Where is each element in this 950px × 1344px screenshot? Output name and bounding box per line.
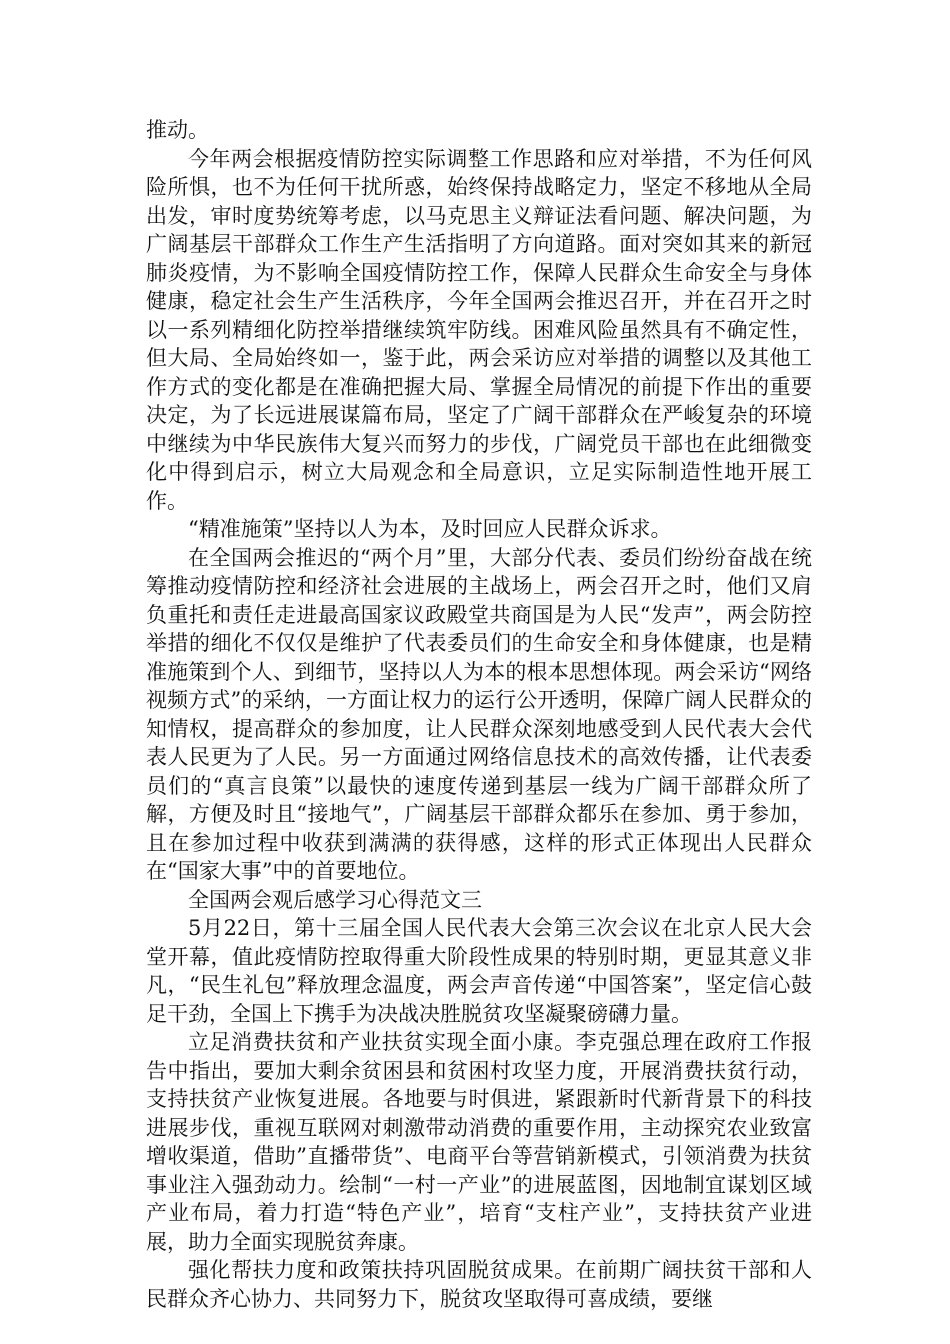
document-body	[146, 116, 812, 1313]
paragraph: 立足消费扶贫和产业扶贫实现全面小康。李克强总理在政府工作报告中指出，要加大剩余贫困县和贫困村攻坚力度，开展消费扶贫行动，支持扶贫产业恢复进展。各地要与时俱进，紧跟新时代新背景下的科技进展步伐，重视互联网对刺激带动消费的重要作用，主动探究农业致富增收渠道，借助”直播带货”、电商平台等营销新模式，引领消费为扶贫事业注入强劲动力。绘制“一村一产业”的进展蓝图，因地制宜谋划区域产业布局，着力打造“特色产业”，培育“支柱产业”，支持扶贫产业进展，助力全面实现脱贫奔康。	[146, 1030, 812, 1254]
paragraph: 强化帮扶力度和政策扶持巩固脱贫成果。在前期广阔扶贫干部和人民群众齐心协力、共同努力下，脱贫攻坚取得可喜成绩，要继	[146, 1258, 812, 1311]
paragraph: 在全国两会推迟的“两个月”里，大部分代表、委员们纷纷奋战在统筹推动疫情防控和经济社会进展的主战场上，两会召开之时，他们又肩负重托和责任走进最高国家议政殿堂共商国是为人民“发声”，两会防控举措的细化不仅仅是维护了代表委员们的生命安全和身体健康，也是精准施策到个人、到细节，坚持以人为本的根本思想体现。两会采访“网络视频方式”的采纳，一方面让权力的运行公开透明，保障广阔人民群众的知情权，提高群众的参加度，让人民群众深刻地感受到人民代表大会代表人民更为了人民。另一方面通过网络信息技术的高效传播，让代表委员们的“真言良策”以最快的速度传递到基层一线为广阔干部群众所了解，方便及时且“接地气”，广阔基层干部群众都乐在参加、勇于参加，且在参加过程中收获到满满的获得感，这样的形式正体现出人民群众在“国家大事”中的首要地位。	[146, 545, 812, 883]
paragraph: 推动。	[146, 118, 209, 142]
paragraph: 5月22日，第十三届全国人民代表大会第三次会议在北京人民大会堂开幕，值此疫情防控取得重大阶段性成果的特别时期，更显其意义非凡，“民生礼包”释放理念温度，两会声音传递“中国答案”，坚定信心鼓足干劲，全国上下携手为决战决胜脱贫攻坚凝聚磅礴力量。	[146, 916, 812, 1026]
paragraph: 今年两会根据疫情防控实际调整工作思路和应对举措，不为任何风险所惧，也不为任何干扰所惑，始终保持战略定力，坚定不移地从全局出发，审时度势统筹考虑，以马克思主义辩证法看问题、解决问题，为广阔基层干部群众工作生产生活指明了方向道路。面对突如其来的新冠肺炎疫情，为不影响全国疫情防控工作，保障人民群众生命安全与身体健康，稳定社会生产生活秩序，今年全国两会推迟召开，并在召开之时以一系列精细化防控举措继续筑牢防线。困难风险虽然具有不确定性，但大局、全局始终如一，鉴于此，两会采访应对举措的调整以及其他工作方式的变化都是在准确把握大局、掌握全局情况的前提下作出的重要决定，为了长远进展谋篇布局，坚定了广阔干部群众在严峻复杂的环境中继续为中华民族伟大复兴而努力的步伐，广阔党员干部也在此细微变化中得到启示，树立大局观念和全局意识，立足实际制造性地开展工作。	[146, 146, 812, 513]
paragraph-heading: “精准施策”坚持以人为本，及时回应人民群众诉求。	[188, 517, 672, 541]
section-title: 全国两会观后感学习心得范文三	[188, 887, 482, 912]
